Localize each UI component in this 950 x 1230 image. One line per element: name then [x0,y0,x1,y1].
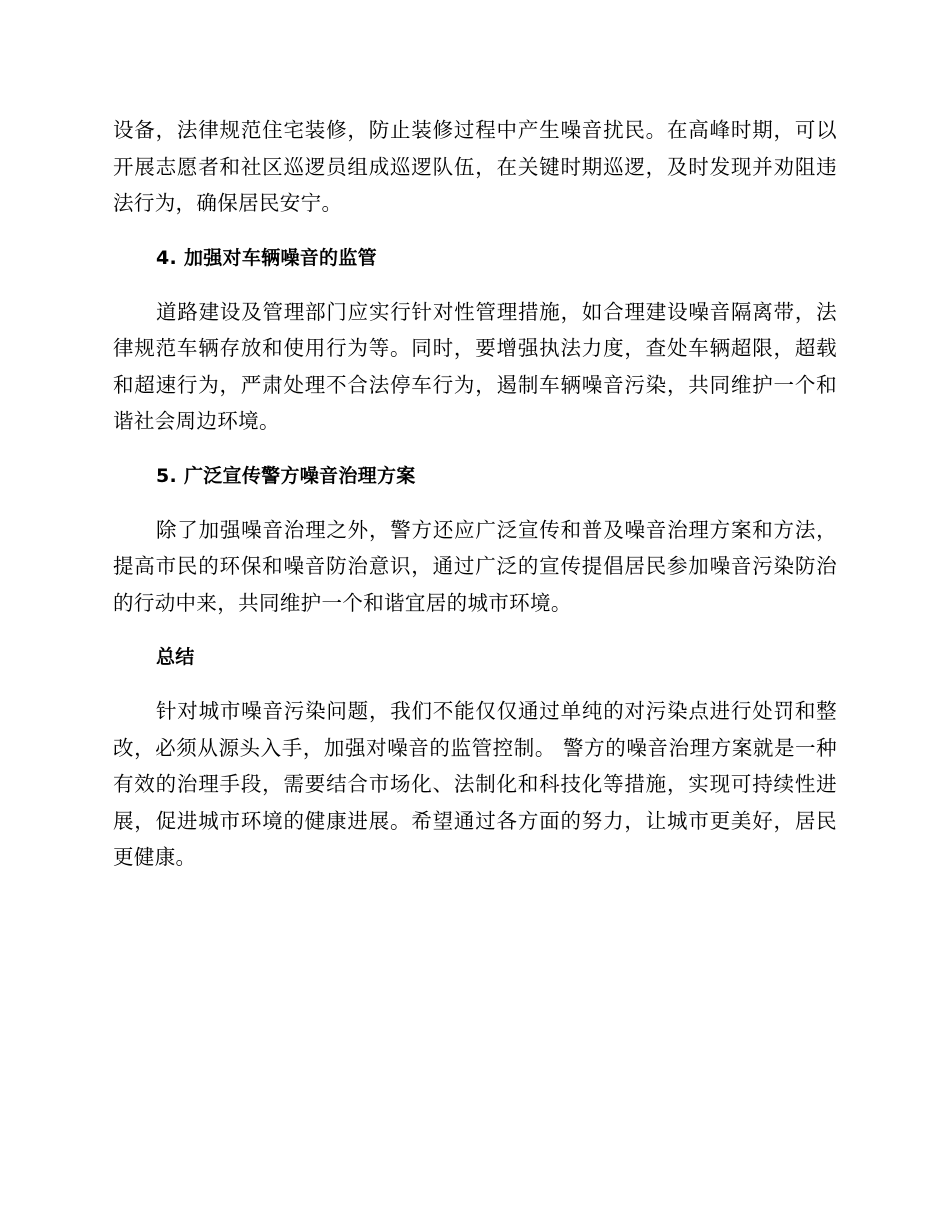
section-paragraph-vehicle-noise: 道路建设及管理部门应实行针对性管理措施，如合理建设噪音隔离带，法律规范车辆存放和使用行为等。同时，要增强执法力度，查处车辆超限，超载和超速行为，严肃处理不合法停车行为，遏制车辆噪音污染，共同维护一个和谐社会周边环境。 [113,299,837,433]
document-body [113,112,837,876]
section-heading-summary: 总结 [156,646,195,668]
section-paragraph-summary: 针对城市噪音污染问题，我们不能仅仅通过单纯的对污染点进行处罚和整改，必须从源头入手，加强对噪音的监管控制。 警方的噪音治理方案就是一种有效的治理手段，需要结合市场化、法制化和科技化等措施，实现可持续性进展，促进城市环境的健康进展。希望通过各方面的努力，让城市更美好，居民更健康。 [113,699,837,869]
section-paragraph-publicity: 除了加强噪音治理之外，警方还应广泛宣传和普及噪音治理方案和方法，提高市民的环保和噪音防治意识，通过广泛的宣传提倡居民参加噪音污染防治的行动中来，共同维护一个和谐宜居的城市环境。 [113,517,837,615]
intro-paragraph: 设备，法律规范住宅装修，防止装修过程中产生噪音扰民。在高峰时期，可以开展志愿者和社区巡逻员组成巡逻队伍，在关键时期巡逻，及时发现并劝阻违法行为，确保居民安宁。 [113,118,837,215]
section-heading-vehicle-noise: 4. 加强对车辆噪音的监管 [156,246,377,269]
section-heading-publicity: 5. 广泛宣传警方噪音治理方案 [156,464,416,487]
